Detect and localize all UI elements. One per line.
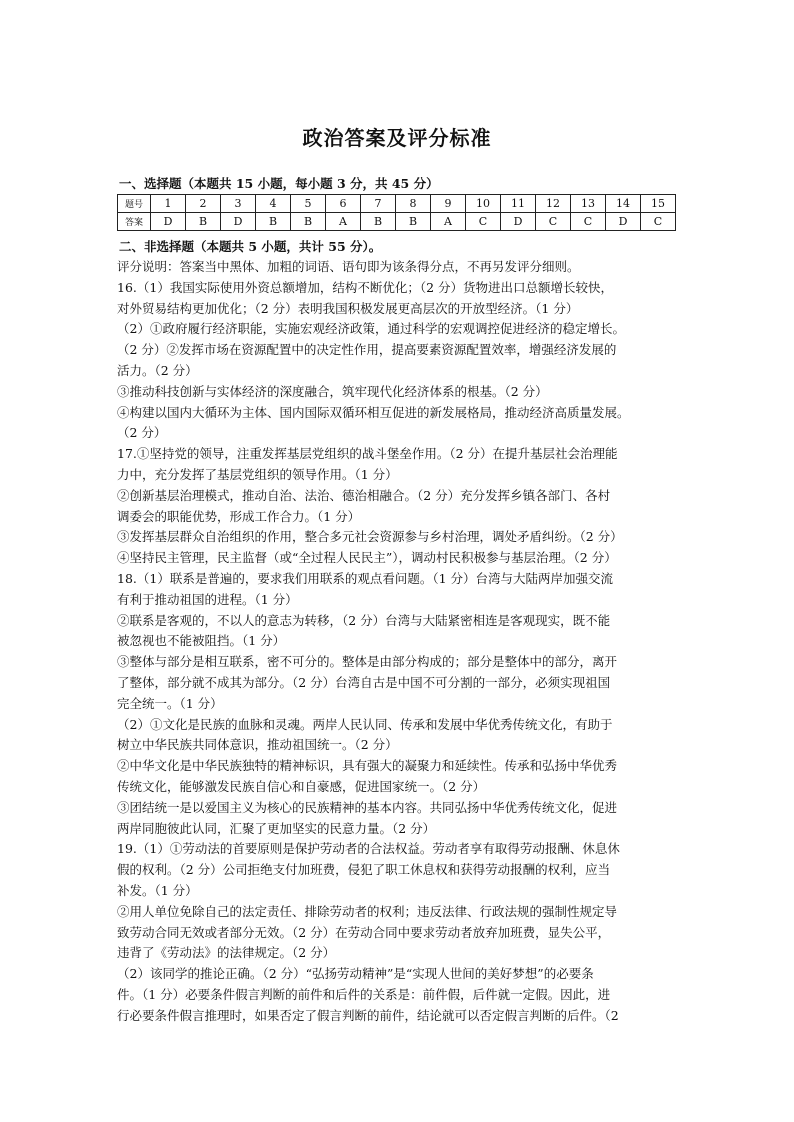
question-number-row (118, 195, 676, 213)
text-line: 补发。（1 分） (117, 882, 198, 898)
text-line: （2）①文化是民族的血脉和灵魂。两岸人民认同、传承和发展中华优秀传统文化，有助于 (117, 716, 613, 732)
row-label-answer: 答案 (118, 213, 151, 231)
question-number: 10 (466, 195, 501, 213)
section1-heading: 一、选择题（本题共 15 小题，每小题 3 分，共 45 分） (119, 176, 439, 191)
answer-table (117, 194, 676, 231)
text-line: 违背了《劳动法》的法律规定。（2 分） (117, 945, 336, 961)
text-line: ③整体与部分是相互联系，密不可分的。整体是由部分构成的；部分是整体中的部分，离开 (117, 654, 618, 670)
question-number: 12 (536, 195, 571, 213)
question-number: 14 (606, 195, 641, 213)
answer-cell: A (326, 213, 361, 231)
question-number: 6 (326, 195, 361, 213)
question-number: 5 (291, 195, 326, 213)
page-title: 政治答案及评分标准 (302, 126, 492, 150)
text-line: 活力。（2 分） (117, 362, 198, 378)
answer-cell: C (536, 213, 571, 231)
question-number: 13 (571, 195, 606, 213)
answer-cell: C (641, 213, 676, 231)
text-line: 调委会的职能优势，形成工作合力。（1 分） (117, 508, 361, 524)
answer-cell: A (431, 213, 466, 231)
answer-cell: D (501, 213, 536, 231)
question-number: 8 (396, 195, 431, 213)
question-number: 3 (221, 195, 256, 213)
text-line: 有利于推动祖国的进程。（1 分） (117, 591, 298, 607)
text-line: 19.（1）①劳动法的首要原则是保护劳动者的合法权益。劳动者享有取得劳动报酬、休息休 (117, 841, 620, 857)
text-line: 了整体，部分就不成其为部分。（2 分）台湾自古是中国不可分割的一部分，必须实现祖国 (117, 674, 611, 690)
text-line: ③推动科技创新与实体经济的深度融合，筑牢现代化经济体系的根基。（2 分） (117, 383, 548, 399)
text-line: 传统文化，能够激发民族自信心和自豪感，促进国家统一。（2 分） (117, 778, 486, 794)
text-line: ③发挥基层群众自治组织的作用，整合多元社会资源参与乡村治理，调处矛盾纠纷。（2 分） (117, 529, 623, 545)
answer-cell: B (396, 213, 431, 231)
text-line: ④构建以国内大循环为主体、国内国际双循环相互促进的新发展格局，推动经济高质量发展。 (117, 404, 630, 420)
row-label-number: 题号 (118, 195, 151, 213)
answer-cell: D (151, 213, 186, 231)
text-line: 对外贸易结构更加优化；（2 分）表明我国积极发展更高层次的开放型经济。（1 分） (117, 300, 579, 316)
text-line: （2）①政府履行经济职能，实施宏观经济政策，通过科学的宏观调控促进经济的稳定增长。 (117, 321, 625, 337)
question-number: 15 (641, 195, 676, 213)
text-line: ④坚持民主管理，民主监督（或“全过程人民民主”），调动村民积极参与基层治理。（2 分） (117, 550, 617, 566)
answer-body (117, 257, 685, 1026)
text-line: （2 分）②发挥市场在资源配置中的决定性作用，提高要素资源配置效率，增强经济发展的 (117, 342, 617, 358)
text-line: 完全统一。（1 分） (117, 695, 223, 711)
text-line: 件。（1 分）必要条件假言判断的前件和后件的关系是：前件假，后件就一定假。因此，进 (117, 986, 611, 1002)
text-line: ③团结统一是以爱国主义为核心的民族精神的基本内容。共同弘扬中华优秀传统文化，促进 (117, 799, 618, 815)
text-line: 17.①坚持党的领导，注重发挥基层党组织的战斗堡垒作用。（2 分）在提升基层社会治理能 (117, 446, 618, 462)
text-line: ②联系是客观的，不以人的意志为转移，（2 分）台湾与大陆紧密相连是客观现实，既不能 (117, 612, 611, 628)
text-line: 行必要条件假言推理时，如果否定了假言判断的前件，结论就可以否定假言判断的后件。（2 (117, 1007, 619, 1023)
text-line: 假的权利。（2 分）公司拒绝支付加班费，侵犯了职工休息权和获得劳动报酬的权利，应当 (117, 862, 611, 878)
answer-cell: D (221, 213, 256, 231)
answer-cell: D (606, 213, 641, 231)
section2-heading: 二、非选择题（本题共 5 小题，共计 55 分）。 (119, 239, 382, 254)
text-line: 评分说明：答案当中黑体、加粗的词语、语句即为该条得分点，不再另发评分细则。 (117, 259, 580, 274)
text-line: 树立中华民族共同体意识，推动祖国统一。（2 分） (117, 737, 398, 753)
question-number: 9 (431, 195, 466, 213)
answer-cell: C (466, 213, 501, 231)
answer-row (118, 213, 676, 231)
text-line: 被忽视也不能被阻挡。（1 分） (117, 633, 286, 649)
question-number: 1 (151, 195, 186, 213)
question-number: 11 (501, 195, 536, 213)
text-line: 16.（1）我国实际使用外资总额增加，结构不断优化；（2 分）货物进出口总额增长较快， (117, 279, 614, 295)
answer-cell: B (291, 213, 326, 231)
text-line: （2 分） (117, 425, 167, 441)
question-number: 7 (361, 195, 396, 213)
text-line: 力中，充分发挥了基层党组织的领导作用。（1 分） (117, 466, 398, 482)
answer-cell: C (571, 213, 606, 231)
text-line: 18.（1）联系是普遍的，要求我们用联系的观点看问题。（1 分）台湾与大陆两岸加强交流 (117, 570, 614, 586)
text-line: 两岸同胞彼此认同，汇聚了更加坚实的民意力量。（2 分） (117, 820, 436, 836)
text-line: ②中华文化是中华民族独特的精神标识，具有强大的凝聚力和延续性。传承和弘扬中华优秀 (117, 758, 618, 774)
question-number: 2 (186, 195, 221, 213)
text-line: 致劳动合同无效或者部分无效。（2 分）在劳动合同中要求劳动者放弃加班费，显失公平， (117, 924, 611, 940)
text-line: （2）该同学的推论正确。（2 分）“弘扬劳动精神”是“实现人世间的美好梦想”的必要条 (117, 966, 594, 982)
answer-cell: B (256, 213, 291, 231)
text-line: ②用人单位免除自己的法定责任、排除劳动者的权利；违反法律、行政法规的强制性规定导 (117, 903, 618, 919)
answer-cell: B (186, 213, 221, 231)
text-line: ②创新基层治理模式，推动自治、法治、德治相融合。（2 分）充分发挥乡镇各部门、各村 (117, 487, 611, 503)
question-number: 4 (256, 195, 291, 213)
answer-cell: B (361, 213, 396, 231)
